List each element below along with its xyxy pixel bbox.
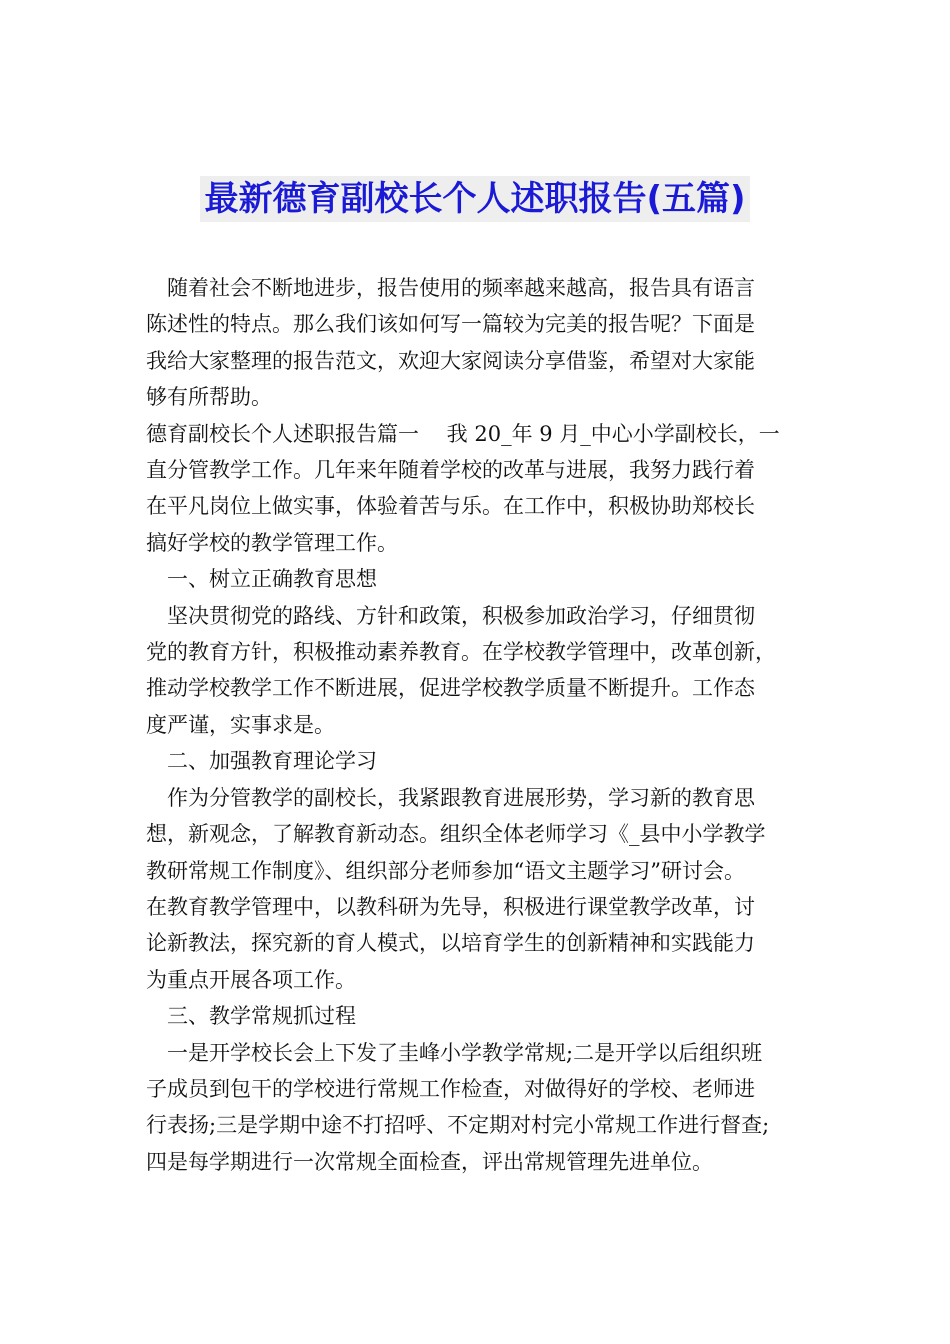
title-wrap bbox=[0, 176, 950, 222]
paragraph-line: 教研常规工作制度》、组织部分老师参加“语文主题学习”研讨会。 bbox=[146, 858, 745, 883]
paragraph-line: 四是每学期进行一次常规全面检查，评出常规管理先进单位。 bbox=[146, 1149, 713, 1174]
paragraph-line: 党的教育方针，积极推动素养教育。在学校教学管理中，改革创新， bbox=[146, 640, 776, 665]
paragraph-line: 一是开学校长会上下发了圭峰小学教学常规;二是开学以后组织班 bbox=[167, 1040, 763, 1065]
paragraph-line: 度严谨，实事求是。 bbox=[146, 712, 335, 737]
paragraph-line: 推动学校教学工作不断进展，促进学校教学质量不断提升。工作态 bbox=[146, 676, 755, 701]
paragraph-line: 在平凡岗位上做实事，体验着苦与乐。在工作中，积极协助郑校长 bbox=[146, 494, 755, 519]
section-heading: 三、教学常规抓过程 bbox=[167, 1004, 356, 1029]
document-title: 最新德育副校长个人述职报告(五篇) bbox=[200, 176, 749, 222]
paragraph-line: 我给大家整理的报告范文，欢迎大家阅读分享借鉴，希望对大家能 bbox=[146, 348, 755, 373]
document-body bbox=[146, 270, 816, 1180]
section-heading: 一、树立正确教育思想 bbox=[167, 567, 377, 592]
paragraph-line: 在教育教学管理中，以教科研为先导，积极进行课堂教学改革，讨 bbox=[146, 894, 755, 919]
paragraph-line: 子成员到包干的学校进行常规工作检查，对做得好的学校、老师进 bbox=[146, 1076, 755, 1101]
paragraph-line: 坚决贯彻党的路线、方针和政策，积极参加政治学习，仔细贯彻 bbox=[167, 603, 755, 628]
paragraph-line: 行表扬;三是学期中途不打招呼、不定期对村完小常规工作进行督查; bbox=[146, 1113, 770, 1138]
paragraph-line: 想，新观念，了解教育新动态。组织全体老师学习《_县中小学教学 bbox=[146, 822, 766, 847]
paragraph-line: 陈述性的特点。那么我们该如何写一篇较为完美的报告呢？下面是 bbox=[146, 312, 755, 337]
paragraph-line: 随着社会不断地进步，报告使用的频率越来越高，报告具有语言 bbox=[167, 276, 755, 300]
paragraph-line: 够有所帮助。 bbox=[146, 385, 272, 410]
paragraph-line: 为重点开展各项工作。 bbox=[146, 967, 356, 992]
section-heading: 二、加强教育理论学习 bbox=[167, 749, 377, 774]
paragraph-line: 直分管教学工作。几年来年随着学校的改革与进展，我努力践行着 bbox=[146, 458, 755, 483]
paragraph-line: 论新教法，探究新的育人模式，以培育学生的创新精神和实践能力 bbox=[146, 931, 755, 956]
paragraph-line: 作为分管教学的副校长，我紧跟教育进展形势，学习新的教育思 bbox=[167, 785, 755, 810]
paragraph-line: 德育副校长个人述职报告篇一 我 20_年 9 月_中心小学副校长，一 bbox=[146, 421, 780, 446]
paragraph-line: 搞好学校的教学管理工作。 bbox=[146, 530, 398, 555]
